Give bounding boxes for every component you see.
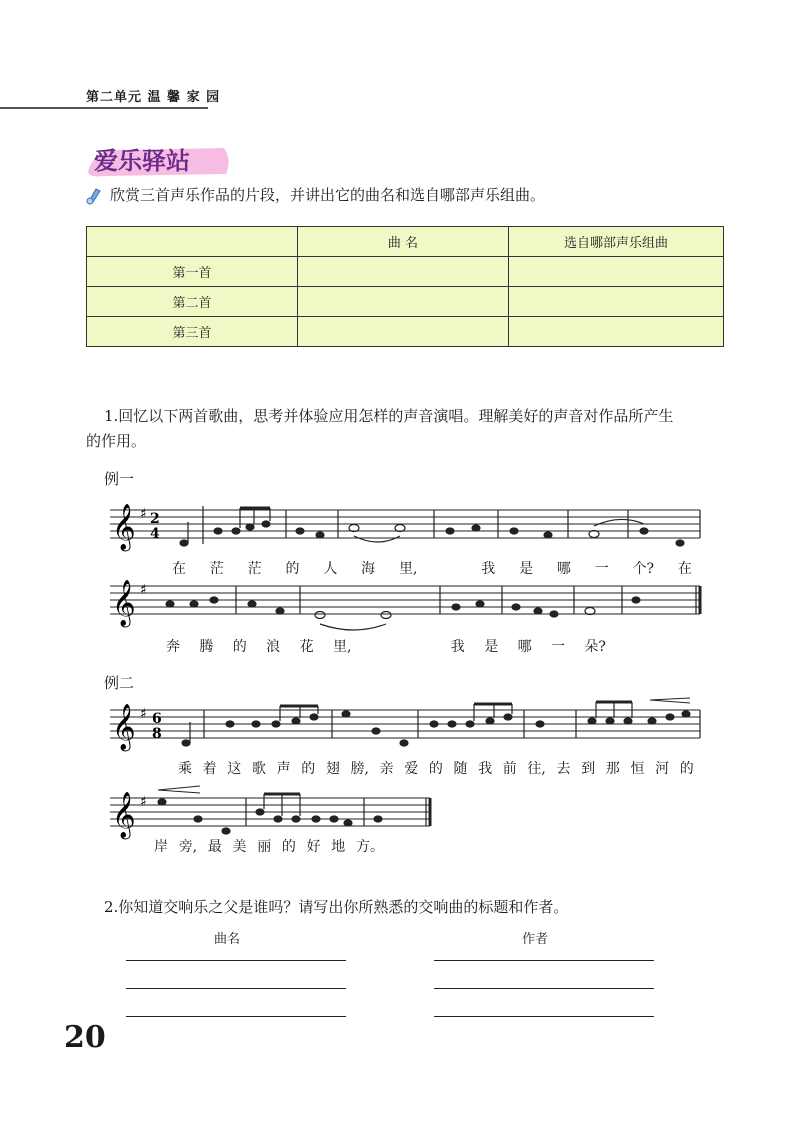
lyric: 到 — [581, 761, 596, 777]
lyric: 声 — [276, 761, 291, 777]
lyric: 随 — [453, 761, 468, 777]
lyric: 一 — [550, 639, 565, 655]
lyric: 着 — [202, 761, 217, 777]
lyrics-example-2-line-1 — [178, 758, 694, 778]
lyric: 翅 — [325, 761, 340, 777]
question-1-line1: 1.回忆以下两首歌曲，思考并体验应用怎样的声音演唱。理解美好的声音对作品所产生 — [104, 407, 674, 425]
answer-cell-suite[interactable] — [509, 257, 724, 287]
lyric: 前 — [502, 761, 517, 777]
answer-cell-title[interactable] — [298, 257, 509, 287]
lyric: 的 — [679, 761, 694, 777]
lyric: 海 — [361, 561, 376, 577]
lyrics-example-2-line-2 — [154, 836, 384, 856]
lyric: 个? — [632, 561, 655, 577]
lyric: 里, — [398, 561, 418, 577]
score-example-2-staff-1 — [100, 694, 720, 758]
example-1-label: 例一 — [104, 470, 135, 488]
lyric: 河 — [655, 761, 670, 777]
answer-table — [86, 226, 724, 347]
score-example-1-staff-2 — [100, 572, 720, 636]
sharp-icon: ♯ — [140, 794, 147, 810]
table-row — [87, 317, 724, 347]
lyric: 乘 — [178, 761, 192, 777]
score-example-1-staff-1 — [100, 494, 720, 564]
answer-cell-suite[interactable] — [509, 287, 724, 317]
lyric: 这 — [227, 761, 242, 777]
treble-clef-icon: 𝄞 — [112, 792, 136, 838]
question-2: 2.你知道交响乐之父是谁吗？请写出你所熟悉的交响曲的标题和作者。 — [104, 898, 569, 916]
title-answer-line-2[interactable] — [126, 988, 346, 989]
lyric: 最 — [207, 839, 222, 855]
lyric: 茫 — [247, 561, 262, 577]
row-label: 第三首 — [87, 317, 298, 347]
table-header-title: 曲 名 — [298, 227, 509, 257]
unit-header: 第二单元 温 馨 家 园 — [86, 90, 221, 105]
lyric: 美 — [232, 839, 247, 855]
lyric: 去 — [556, 761, 571, 777]
time-sig-bottom: 8 — [152, 726, 162, 742]
lyric: 恒 — [630, 761, 645, 777]
lyric: 在 — [172, 561, 186, 577]
lyric: 花 — [299, 639, 314, 655]
header-rule — [0, 107, 208, 109]
lyric: 往, — [527, 761, 546, 777]
treble-clef-icon: 𝄞 — [112, 504, 136, 550]
sharp-icon: ♯ — [140, 506, 147, 522]
answer-cell-title[interactable] — [298, 287, 509, 317]
lyric: 岸 — [154, 839, 168, 855]
lyric: 丽 — [257, 839, 272, 855]
lyric: 朵? — [584, 639, 606, 655]
lyric: 那 — [605, 761, 620, 777]
title-answer-line-1[interactable] — [126, 960, 346, 961]
lyric: 一 — [594, 561, 609, 577]
author-answer-line-1[interactable] — [434, 960, 654, 961]
lyric: 地 — [331, 839, 346, 855]
intro — [84, 184, 545, 205]
lyric: 是 — [519, 561, 534, 577]
treble-clef-icon: 𝄞 — [112, 580, 136, 626]
row-label: 第二首 — [87, 287, 298, 317]
lyric: 茫 — [209, 561, 224, 577]
table-header-row — [87, 227, 724, 257]
lyric: 的 — [232, 639, 247, 655]
lyric: 亲 — [379, 761, 394, 777]
table-row — [87, 287, 724, 317]
lyric: 的 — [428, 761, 443, 777]
time-sig-top: 6 — [152, 711, 162, 727]
lyric: 人 — [323, 561, 338, 577]
answer-cell-suite[interactable] — [509, 317, 724, 347]
time-sig-bottom: 4 — [150, 526, 160, 542]
table-header-suite: 选自哪部声乐组曲 — [509, 227, 724, 257]
lyric: 浪 — [266, 639, 281, 655]
lyric: 我 — [481, 561, 496, 577]
lyric: 在 — [677, 561, 692, 577]
example-2-label: 例二 — [104, 674, 135, 692]
intro-text: 欣赏三首声乐作品的片段，并讲出它的曲名和选自哪部声乐组曲。 — [110, 186, 546, 204]
lyric: 是 — [484, 639, 499, 655]
lyric: 方。 — [355, 839, 384, 855]
column-author-label: 作者 — [522, 932, 549, 947]
treble-clef-icon: 𝄞 — [112, 704, 136, 750]
lyric: 的 — [285, 561, 300, 577]
lyric: 哪 — [517, 639, 532, 655]
page-number: 20 — [64, 1020, 106, 1055]
sharp-icon: ♯ — [140, 706, 147, 722]
section-banner-text: 爱乐驿站 — [94, 147, 190, 175]
lyric: 歌 — [251, 761, 266, 777]
lyric: 旁, — [178, 839, 198, 855]
lyric: 的 — [281, 839, 296, 855]
lyric: 好 — [306, 839, 321, 855]
section-banner — [84, 142, 234, 180]
lyric: 奔 — [166, 639, 180, 655]
lyric: 的 — [301, 761, 316, 777]
column-title-label: 曲名 — [214, 932, 241, 947]
row-label: 第一首 — [87, 257, 298, 287]
lyric: 腾 — [199, 639, 214, 655]
title-answer-line-3[interactable] — [126, 1016, 346, 1017]
lyric: 我 — [450, 639, 465, 655]
lyric: 哪 — [556, 561, 571, 577]
lyric: 爱 — [404, 761, 419, 777]
lyric: 我 — [478, 761, 493, 777]
author-answer-line-3[interactable] — [434, 1016, 654, 1017]
answer-cell-title[interactable] — [298, 317, 509, 347]
lyric: 膀, — [350, 761, 369, 777]
table-row — [87, 257, 724, 287]
time-sig-top: 2 — [150, 511, 160, 527]
question-1-line2: 的作用。 — [86, 432, 147, 450]
sharp-icon: ♯ — [140, 582, 147, 598]
table-header-cell — [87, 227, 298, 257]
lyric: 里, — [332, 639, 352, 655]
author-answer-line-2[interactable] — [434, 988, 654, 989]
lyrics-example-1-line-2 — [166, 636, 606, 656]
music-note-icon — [84, 185, 104, 205]
